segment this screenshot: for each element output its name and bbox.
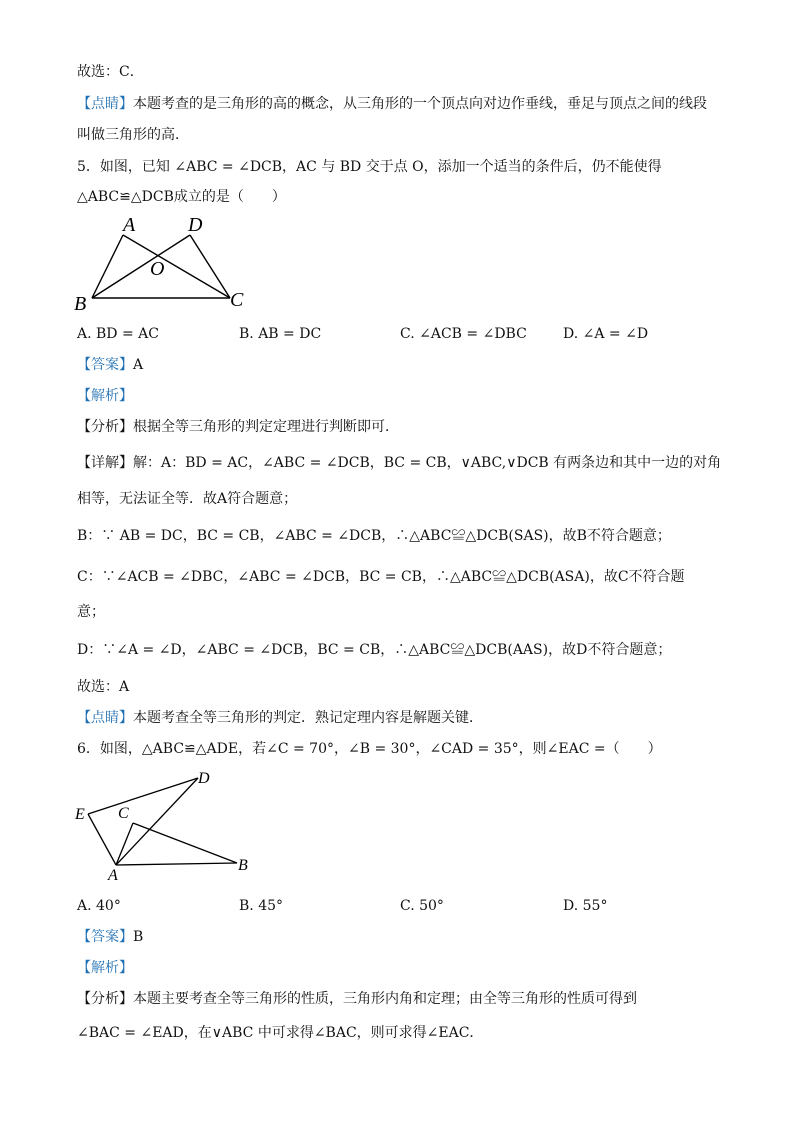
prev-comment-line xyxy=(77,95,707,113)
label-d: D xyxy=(188,214,203,236)
q6-analysis-tag: 【解析】 xyxy=(77,960,133,976)
q6-fenxi-line-2: ∠BAC = ∠EAD，在∨ABC 中可求得∠BAC，则可求得∠EAC． xyxy=(77,1025,484,1041)
q5-detail-line-1 xyxy=(77,454,721,472)
label-b: B xyxy=(74,293,87,315)
q6-stem-line: 6．如图，△ABC≌△ADE，若∠C = 70°，∠B = 30°，∠CAD = 35°，则∠EAC =（ ） xyxy=(77,741,662,757)
q6-option-d: D. 55° xyxy=(563,898,608,914)
q6-figure xyxy=(70,765,270,885)
q6-option-c: C. 50° xyxy=(400,898,444,914)
q5-stem-line-2: △ABC≌△DCB成立的是（ ） xyxy=(77,189,286,205)
q6-option-b: B. 45° xyxy=(239,898,284,914)
label-o: O xyxy=(150,258,165,280)
label-a: A xyxy=(108,867,118,884)
q5-detail-c-1: C：∵∠ACB = ∠DBC，∠ABC = ∠DCB，BC = CB，∴△ABC≌△DCB(ASA)，故C不符合题 xyxy=(77,569,685,585)
segment-dc xyxy=(190,235,230,298)
fenxi-text: 本题主要考查全等三角形的性质，三角形内角和定理；由全等三角形的性质可得到 xyxy=(133,991,637,1007)
label-e: E xyxy=(75,806,85,823)
prev-answer-line: 故选：C． xyxy=(77,64,144,80)
q5-fenxi-line xyxy=(77,418,399,436)
answer-value: B xyxy=(133,929,144,945)
segment-ca xyxy=(116,823,133,865)
q6-answer-line xyxy=(77,928,143,946)
q6-option-a: A. 40° xyxy=(77,898,121,914)
q5-answer-line xyxy=(77,356,143,374)
comment-text: 本题考查全等三角形的判定．熟记定理内容是解题关键． xyxy=(133,710,483,726)
detail-tag: 【详解】 xyxy=(77,455,133,471)
answer-tag: 【答案】 xyxy=(77,929,133,945)
q5-detail-c-2: 意； xyxy=(77,604,105,620)
fenxi-tag: 【分析】 xyxy=(77,419,133,435)
comment-text: 本题考查的是三角形的高的概念，从三角形的一个顶点向对边作垂线，垂足与顶点之间的线段 xyxy=(133,96,707,112)
q5-option-b: B. AB = DC xyxy=(239,326,322,342)
q5-figure xyxy=(70,210,270,315)
q5-option-d: D. ∠A = ∠D xyxy=(563,326,649,342)
comment-tag: 【点睛】 xyxy=(77,96,133,112)
label-d: D xyxy=(198,770,210,787)
segment-ea xyxy=(88,814,116,865)
label-a: A xyxy=(123,214,136,236)
detail-text: 解：A：BD = AC，∠ABC = ∠DCB，BC = CB，∨ABC,∨DCB 有两条边和其中一边的对角 xyxy=(133,455,722,471)
q5-detail-d: D：∵∠A = ∠D，∠ABC = ∠DCB，BC = CB，∴△ABC≌△DCB(AAS)，故D不符合题意； xyxy=(77,642,672,658)
q5-analysis-tag: 【解析】 xyxy=(77,388,133,404)
q5-detail-line-2: 相等，无法证全等．故A符合题意； xyxy=(77,491,298,507)
q5-option-a: A. BD = AC xyxy=(77,326,159,342)
q5-option-c: C. ∠ACB = ∠DBC xyxy=(400,326,527,342)
comment-tag: 【点睛】 xyxy=(77,710,133,726)
q5-stem-line-1: 5．如图，已知 ∠ABC = ∠DCB，AC 与 BD 交于点 O，添加一个适当的条件后，仍不能使得 xyxy=(77,159,662,175)
q5-choice-line: 故选：A xyxy=(77,679,130,695)
label-c: C xyxy=(230,289,244,311)
q5-comment-line xyxy=(77,709,483,727)
prev-comment-line-2: 叫做三角形的高． xyxy=(77,127,189,143)
fenxi-tag: 【分析】 xyxy=(77,991,133,1007)
segment-ab xyxy=(116,863,237,865)
segment-cb xyxy=(133,823,237,863)
answer-tag: 【答案】 xyxy=(77,357,133,373)
q5-detail-b: B：∵ AB = DC，BC = CB，∠ABC = ∠DCB，∴△ABC≌△DCB(SAS)，故B不符合题意； xyxy=(77,528,671,544)
label-b: B xyxy=(238,857,248,874)
q6-fenxi-line-1 xyxy=(77,990,637,1008)
label-c: C xyxy=(118,805,129,822)
fenxi-text: 根据全等三角形的判定定理进行判断即可． xyxy=(133,419,399,435)
answer-value: A xyxy=(133,357,144,373)
